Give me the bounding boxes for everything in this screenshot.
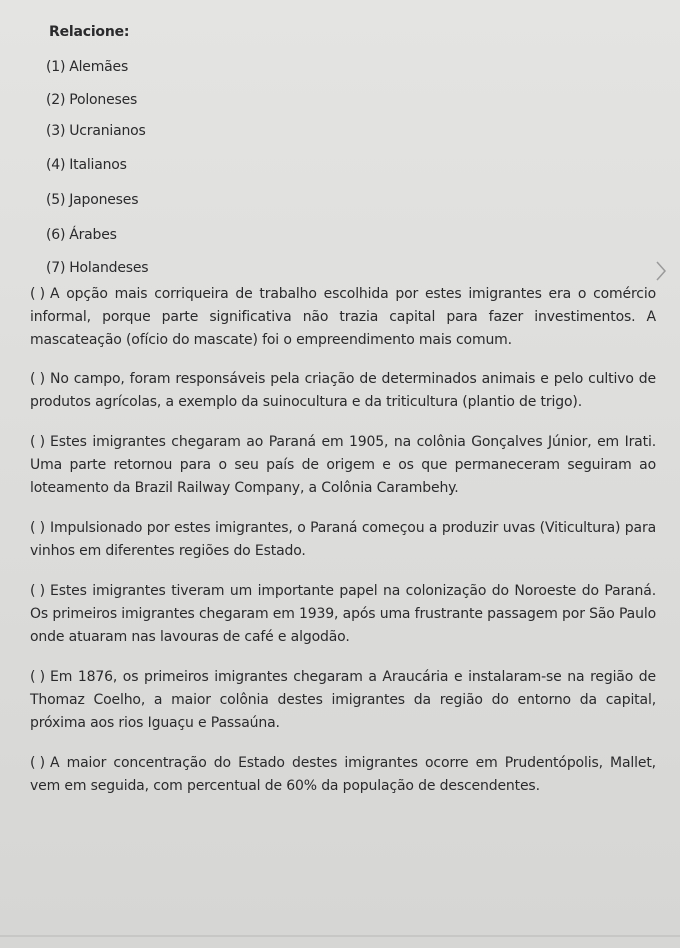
option-key: (6) <box>46 227 66 243</box>
statement-7 <box>30 752 656 798</box>
statement-4 <box>30 517 656 563</box>
page-edge-divider <box>0 935 680 937</box>
statement-text: No campo, foram responsáveis pela criação de determinados animais e pelo cultivo de produtos agrícolas, a exemplo da suinocultura e da triticultura (plantio de trigo). <box>30 371 656 410</box>
option-key: (7) <box>46 260 66 276</box>
statement-text: A opção mais corriqueira de trabalho escolhida por estes imigrantes era o comércio informal, porque parte significativa não trazia capital para fazer investimentos. A mascateação (ofício do mascate) foi o empreendimento mais comum. <box>30 286 656 348</box>
option-label: Árabes <box>69 227 117 243</box>
option-3 <box>46 123 146 139</box>
statement-text: Em 1876, os primeiros imigrantes chegaram a Araucária e instalaram-se na região de Thomaz Coelho, a maior colônia destes imigrantes da região do entorno da capital, próxima aos rios Iguaçu e Passaúna. <box>30 669 656 731</box>
worksheet-title: Relacione: <box>49 24 130 40</box>
answer-blank[interactable]: ( ) <box>30 669 45 685</box>
option-6 <box>46 227 117 243</box>
option-key: (2) <box>46 92 66 108</box>
answer-blank[interactable]: ( ) <box>30 286 45 302</box>
option-label: Japoneses <box>69 192 139 208</box>
chevron-right-icon <box>655 260 667 282</box>
answer-blank[interactable]: ( ) <box>30 583 45 599</box>
option-key: (5) <box>46 192 66 208</box>
answer-blank[interactable]: ( ) <box>30 371 45 387</box>
statement-text: Impulsionado por estes imigrantes, o Paraná começou a produzir uvas (Viticultura) para vinhos em diferentes regiões do Estado. <box>30 520 656 559</box>
option-5 <box>46 192 138 208</box>
option-key: (3) <box>46 123 66 139</box>
statement-3 <box>30 431 656 500</box>
option-label: Poloneses <box>69 92 138 108</box>
answer-blank[interactable]: ( ) <box>30 755 45 771</box>
statement-5 <box>30 580 656 649</box>
option-label: Italianos <box>69 157 127 173</box>
statement-2 <box>30 368 656 414</box>
option-label: Alemães <box>69 59 129 75</box>
option-4 <box>46 157 127 173</box>
statement-text: Estes imigrantes chegaram ao Paraná em 1905, na colônia Gonçalves Júnior, em Irati. Uma parte retornou para o seu país de origem e os que permaneceram seguiram ao loteamento da Brazil Railway Company, a Colônia Carambehy. <box>30 434 656 496</box>
option-label: Ucranianos <box>69 123 146 139</box>
answer-blank[interactable]: ( ) <box>30 434 45 450</box>
option-7 <box>46 260 148 276</box>
statements-list <box>30 283 656 798</box>
statement-text: Estes imigrantes tiveram um importante papel na colonização do Noroeste do Paraná. Os primeiros imigrantes chegaram em 1939, após uma frustrante passagem por São Paulo onde atuaram nas lavouras de café e algodão. <box>30 583 656 645</box>
statement-text: A maior concentração do Estado destes imigrantes ocorre em Prudentópolis, Mallet, vem em seguida, com percentual de 60% da população de descendentes. <box>30 755 656 794</box>
option-key: (1) <box>46 59 66 75</box>
statement-1 <box>30 283 656 352</box>
option-key: (4) <box>46 157 66 173</box>
option-label: Holandeses <box>69 260 149 276</box>
option-2 <box>46 92 137 108</box>
statement-6 <box>30 666 656 735</box>
option-1 <box>46 59 128 75</box>
answer-blank[interactable]: ( ) <box>30 520 45 536</box>
